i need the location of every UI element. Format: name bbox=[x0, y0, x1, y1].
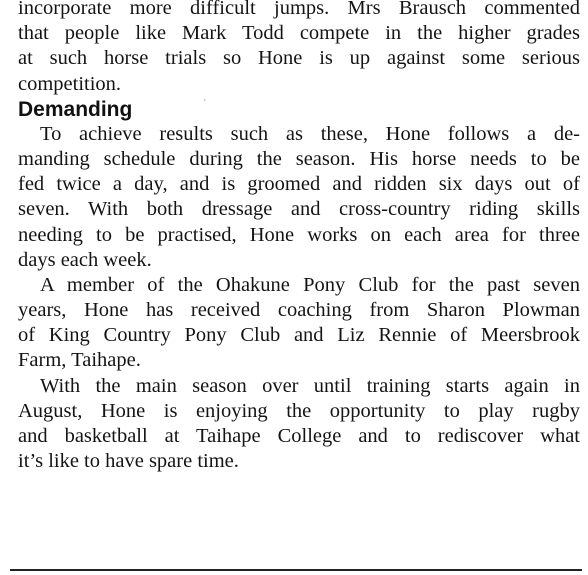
article-column bbox=[18, 0, 580, 474]
text-line: of King Country Pony Club and Liz Rennie of Meersbrook bbox=[18, 324, 580, 347]
text-line: A member of the Ohakune Pony Club for the past seven bbox=[40, 273, 580, 296]
text-line: competition. bbox=[18, 72, 122, 95]
text-line: Farm, Taihape. bbox=[18, 349, 141, 372]
text-line: With the main season over until training starts again in bbox=[40, 374, 580, 397]
text-line: at such horse trials so Hone is up against some serious bbox=[18, 47, 580, 70]
text-line: and basketball at Taihape College and to rediscover what bbox=[18, 425, 580, 447]
text-line: fed twice a day, and is groomed and ridden six days out of bbox=[18, 173, 580, 196]
text-line: To achieve results such as these, Hone follows a de- bbox=[40, 122, 580, 145]
text-line: it’s like to have spare time. bbox=[18, 450, 239, 473]
text-line: that people like Mark Todd compete in the higher grades bbox=[18, 22, 580, 45]
column-rule bbox=[10, 569, 582, 571]
text-line: days each week. bbox=[18, 248, 152, 271]
section-heading: Demanding bbox=[18, 97, 133, 121]
text-line: August, Hone is enjoying the opportunity to play rugby bbox=[18, 399, 580, 422]
text-line: years, Hone has received coaching from Sharon Plowman bbox=[18, 299, 580, 322]
text-line: seven. With both dressage and cross-country riding skills bbox=[18, 198, 580, 221]
text-line: incorporate more difficult jumps. Mrs Brausch commented bbox=[18, 0, 580, 19]
text-line: manding schedule during the season. His horse needs to be bbox=[18, 147, 580, 170]
text-line: needing to be practised, Hone works on each area for three bbox=[18, 223, 580, 246]
paragraph bbox=[18, 374, 580, 475]
paragraph bbox=[18, 273, 580, 374]
scan-speck: ' bbox=[204, 98, 206, 109]
paragraph bbox=[18, 122, 580, 273]
